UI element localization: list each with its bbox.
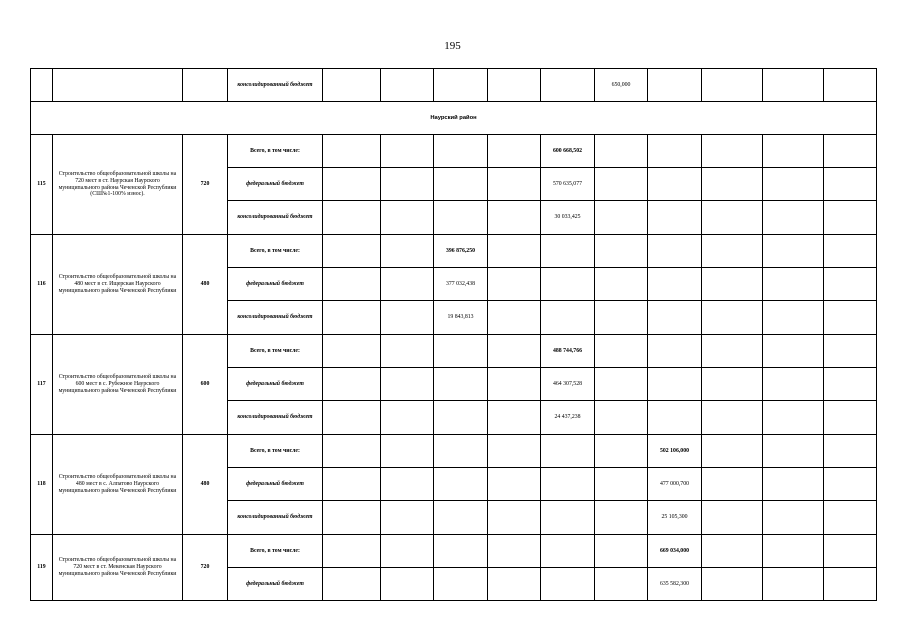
value-cell: 19 843,813	[434, 301, 488, 335]
empty-cell	[824, 401, 877, 435]
empty-cell	[488, 468, 541, 501]
empty-cell	[702, 468, 763, 501]
empty-cell	[648, 235, 702, 268]
empty-cell	[434, 401, 488, 435]
capacity: 480	[183, 235, 228, 335]
empty-cell	[595, 568, 648, 601]
empty-cell	[488, 501, 541, 535]
empty-cell	[323, 468, 381, 501]
empty-cell	[381, 468, 434, 501]
empty-cell	[323, 368, 381, 401]
empty-cell	[434, 168, 488, 201]
empty-cell	[488, 435, 541, 468]
empty-cell	[323, 335, 381, 368]
empty-cell	[763, 501, 824, 535]
empty-cell	[323, 435, 381, 468]
empty-cell	[824, 368, 877, 401]
table-row	[31, 335, 877, 368]
value-cell: 25 105,300	[648, 501, 702, 535]
empty-cell	[702, 501, 763, 535]
empty-cell	[381, 335, 434, 368]
empty-cell	[763, 335, 824, 368]
source-label: федеральный бюджет	[228, 568, 323, 601]
empty-cell	[763, 435, 824, 468]
empty-cell	[381, 268, 434, 301]
empty-cell	[824, 468, 877, 501]
page-number: 195	[444, 40, 461, 52]
empty-cell	[702, 135, 763, 168]
value-cell: 377 032,438	[434, 268, 488, 301]
value-cell: 396 876,250	[434, 235, 488, 268]
empty-cell	[323, 235, 381, 268]
row-number: 117	[31, 335, 53, 435]
capacity: 480	[183, 435, 228, 535]
value-cell: 570 635,077	[541, 168, 595, 201]
empty-cell	[763, 235, 824, 268]
empty-cell	[702, 535, 763, 568]
empty-cell	[595, 201, 648, 235]
empty-cell	[702, 401, 763, 435]
empty-cell	[381, 368, 434, 401]
empty-cell	[648, 135, 702, 168]
source-label: консолидированный бюджет	[228, 201, 323, 235]
empty-cell	[824, 268, 877, 301]
empty-cell	[488, 235, 541, 268]
empty-cell	[541, 468, 595, 501]
empty-cell	[763, 535, 824, 568]
district-title: Наурский район	[31, 102, 877, 135]
empty-cell	[648, 201, 702, 235]
empty-cell	[763, 201, 824, 235]
source-label: Всего, в том числе:	[228, 235, 323, 268]
empty-cell	[488, 401, 541, 435]
empty-cell	[488, 168, 541, 201]
empty-cell	[381, 168, 434, 201]
empty-cell	[183, 69, 228, 102]
row-number: 119	[31, 535, 53, 601]
empty-cell	[648, 168, 702, 201]
empty-cell	[488, 69, 541, 102]
empty-cell	[434, 501, 488, 535]
empty-cell	[381, 69, 434, 102]
empty-cell	[381, 201, 434, 235]
empty-cell	[488, 301, 541, 335]
empty-cell	[595, 301, 648, 335]
empty-cell	[323, 135, 381, 168]
empty-cell	[702, 268, 763, 301]
empty-cell	[595, 268, 648, 301]
empty-cell	[323, 268, 381, 301]
empty-cell	[381, 435, 434, 468]
value-cell: 635 582,300	[648, 568, 702, 601]
empty-cell	[702, 201, 763, 235]
source-label: Всего, в том числе:	[228, 335, 323, 368]
table-row	[31, 535, 877, 568]
source-label: консолидированный бюджет	[228, 501, 323, 535]
empty-cell	[488, 201, 541, 235]
empty-cell	[824, 135, 877, 168]
empty-cell	[488, 535, 541, 568]
empty-cell	[702, 568, 763, 601]
empty-cell	[434, 535, 488, 568]
empty-cell	[763, 69, 824, 102]
empty-cell	[763, 168, 824, 201]
source-label: консолидированный бюджет	[228, 69, 323, 102]
empty-cell	[595, 335, 648, 368]
empty-cell	[824, 335, 877, 368]
table-row	[31, 135, 877, 168]
empty-cell	[702, 368, 763, 401]
empty-cell	[434, 568, 488, 601]
empty-cell	[541, 535, 595, 568]
row-number: 115	[31, 135, 53, 235]
empty-cell	[824, 568, 877, 601]
empty-cell	[541, 568, 595, 601]
empty-cell	[381, 135, 434, 168]
project-name: Строительство общеобразовательной школы на 720 мест в ст. Мекенская Наурского муниципального района Чеченской Республики	[53, 535, 183, 601]
source-label: федеральный бюджет	[228, 168, 323, 201]
value-cell: 488 744,766	[541, 335, 595, 368]
empty-cell	[595, 235, 648, 268]
empty-cell	[702, 69, 763, 102]
empty-cell	[824, 168, 877, 201]
empty-cell	[824, 301, 877, 335]
row-number: 118	[31, 435, 53, 535]
empty-cell	[824, 235, 877, 268]
empty-cell	[434, 435, 488, 468]
table-row	[31, 235, 877, 268]
empty-cell	[763, 301, 824, 335]
empty-cell	[595, 468, 648, 501]
empty-cell	[595, 435, 648, 468]
row-number: 116	[31, 235, 53, 335]
value-cell: 464 307,528	[541, 368, 595, 401]
empty-cell	[763, 401, 824, 435]
empty-cell	[541, 301, 595, 335]
empty-cell	[488, 268, 541, 301]
empty-cell	[702, 335, 763, 368]
empty-cell	[763, 268, 824, 301]
value-cell: 600 668,502	[541, 135, 595, 168]
empty-cell	[763, 468, 824, 501]
project-name: Строительство общеобразовательной школы на 600 мест в с. Рубежное Наурского муниципального района Чеченской Республики	[53, 335, 183, 435]
empty-cell	[595, 368, 648, 401]
project-name: Строительство общеобразовательной школы на 720 мест в ст. Наурская Наурского муниципального района Чеченской Республики (СШ№1-100% износ).	[53, 135, 183, 235]
empty-cell	[323, 501, 381, 535]
empty-cell	[648, 69, 702, 102]
empty-cell	[434, 468, 488, 501]
table-row	[31, 69, 877, 102]
source-label: консолидированный бюджет	[228, 401, 323, 435]
empty-cell	[434, 201, 488, 235]
empty-cell	[541, 435, 595, 468]
empty-cell	[763, 135, 824, 168]
empty-cell	[541, 235, 595, 268]
value-cell: 477 000,700	[648, 468, 702, 501]
empty-cell	[323, 69, 381, 102]
empty-cell	[595, 401, 648, 435]
empty-cell	[488, 335, 541, 368]
empty-cell	[381, 401, 434, 435]
empty-cell	[702, 235, 763, 268]
empty-cell	[648, 301, 702, 335]
empty-cell	[763, 368, 824, 401]
source-label: федеральный бюджет	[228, 368, 323, 401]
empty-cell	[541, 501, 595, 535]
source-label: федеральный бюджет	[228, 468, 323, 501]
empty-cell	[488, 568, 541, 601]
empty-cell	[488, 135, 541, 168]
empty-cell	[763, 568, 824, 601]
empty-cell	[31, 69, 53, 102]
empty-cell	[702, 168, 763, 201]
empty-cell	[648, 268, 702, 301]
project-name: Строительство общеобразовательной школы на 480 мест в с. Алпатово Наурского муниципального района Чеченской Республики	[53, 435, 183, 535]
budget-table	[30, 68, 877, 601]
value-cell: 669 034,000	[648, 535, 702, 568]
district-row	[31, 102, 877, 135]
capacity: 720	[183, 135, 228, 235]
value-cell: 650,000	[595, 69, 648, 102]
empty-cell	[323, 535, 381, 568]
empty-cell	[702, 301, 763, 335]
empty-cell	[824, 69, 877, 102]
empty-cell	[434, 69, 488, 102]
empty-cell	[434, 135, 488, 168]
empty-cell	[323, 401, 381, 435]
empty-cell	[595, 501, 648, 535]
empty-cell	[381, 568, 434, 601]
capacity: 600	[183, 335, 228, 435]
empty-cell	[541, 268, 595, 301]
table-row	[31, 435, 877, 468]
empty-cell	[648, 401, 702, 435]
source-label: Всего, в том числе:	[228, 135, 323, 168]
empty-cell	[824, 535, 877, 568]
empty-cell	[381, 301, 434, 335]
value-cell: 502 106,000	[648, 435, 702, 468]
empty-cell	[434, 335, 488, 368]
empty-cell	[323, 568, 381, 601]
empty-cell	[53, 69, 183, 102]
source-label: федеральный бюджет	[228, 268, 323, 301]
empty-cell	[824, 201, 877, 235]
value-cell: 24 437,238	[541, 401, 595, 435]
source-label: Всего, в том числе:	[228, 435, 323, 468]
empty-cell	[434, 368, 488, 401]
empty-cell	[323, 301, 381, 335]
empty-cell	[824, 435, 877, 468]
empty-cell	[824, 501, 877, 535]
empty-cell	[381, 535, 434, 568]
value-cell: 30 033,425	[541, 201, 595, 235]
empty-cell	[381, 235, 434, 268]
project-name: Строительство общеобразовательной школы на 480 мест в ст. Ищерская Наурского муниципального района Чеченской Республики	[53, 235, 183, 335]
empty-cell	[381, 501, 434, 535]
empty-cell	[323, 168, 381, 201]
empty-cell	[488, 368, 541, 401]
empty-cell	[595, 535, 648, 568]
empty-cell	[541, 69, 595, 102]
empty-cell	[323, 201, 381, 235]
empty-cell	[702, 435, 763, 468]
empty-cell	[595, 135, 648, 168]
source-label: консолидированный бюджет	[228, 301, 323, 335]
capacity: 720	[183, 535, 228, 601]
empty-cell	[648, 368, 702, 401]
empty-cell	[648, 335, 702, 368]
source-label: Всего, в том числе:	[228, 535, 323, 568]
empty-cell	[595, 168, 648, 201]
